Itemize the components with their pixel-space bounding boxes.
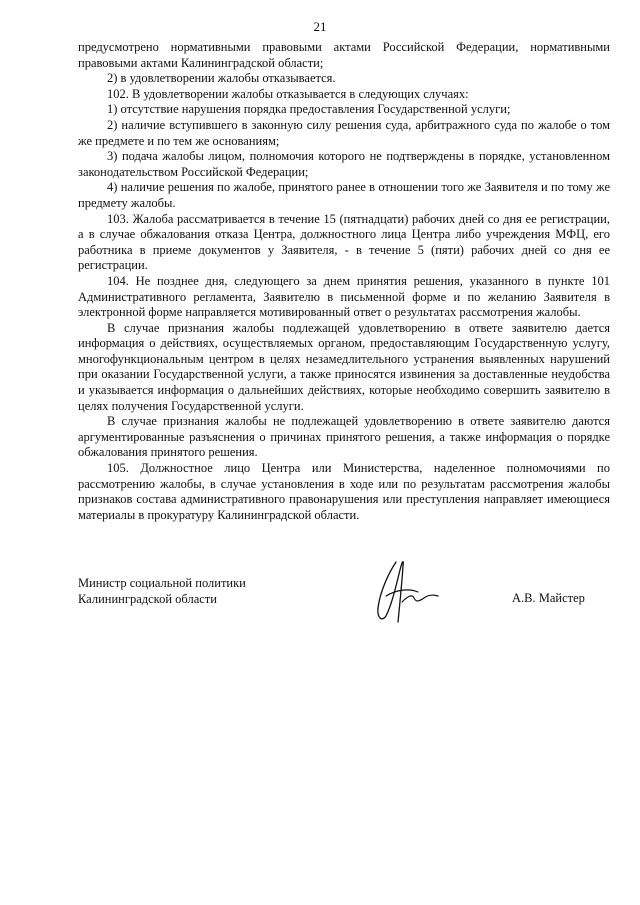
paragraph: В случае признания жалобы подлежащей удовлетворению в ответе заявителю дается информация о действиях, осуществляемых органом, предоставляющим Государственную услугу, многофункциональным центром в целях незамедлительного устранения выявленных нарушений при оказании Государственной услуги, а также приносятся извинения за доставленные неудобства и указывается информация о дальнейших действиях, которые необходимо совершить заявителю в целях получения Государственной услуги. [78,320,610,413]
paragraph: 103. Жалоба рассматривается в течение 15 (пятнадцати) рабочих дней со дня ее регистрации, а в случае обжалования отказа Центра, должностного лица Центра либо учреждения МФЦ, его работника в приеме документов у Заявителя, - в течение 5 (пяти) рабочих дней со дня ее регистрации. [78,211,610,273]
paragraph: предусмотрено нормативными правовыми актами Российской Федерации, нормативными правовыми актами Калининградской области; [78,40,610,70]
paragraph: 2) наличие вступившего в законную силу решения суда, арбитражного суда по жалобе о том же предмете и по тем же основаниям; [78,117,610,148]
paragraph: 105. Должностное лицо Центра или Министерства, наделенное полномочиями по рассмотрению жалобы, в случае установления в ходе или по результатам рассмотрения жалобы признаков состава административного правонарушения или преступления направляет имеющиеся материалы в прокуратуру Калининградской области. [78,461,610,522]
paragraph: 1) отсутствие нарушения порядка предоставления Государственной услуги; [107,102,511,117]
paragraph: В случае признания жалобы не подлежащей удовлетворению в ответе заявителю даются аргументированные разъяснения о причинах принятого решения, а также информация о порядке обжалования принятого решения. [78,414,610,460]
paragraph: 102. В удовлетворении жалобы отказывается в следующих случаях: [107,86,469,101]
signatory-position [78,576,246,607]
document-body [78,40,610,523]
signatory-position-line: Министр социальной политики [78,576,246,590]
paragraph: 104. Не позднее дня, следующего за днем принятия решения, указанного в пункте 101 Административного регламента, Заявителю в письменной форме и по желанию Заявителя в электронной форме направляется мотивированный ответ о результатах рассмотрения жалобы. [78,273,610,320]
paragraph: 2) в удовлетворении жалобы отказывается. [107,71,336,86]
signatory-position-line: Калининградской области [78,591,217,606]
handwritten-signature [366,552,446,628]
signatory-name: А.В. Майстер [512,591,585,605]
paragraph: 3) подача жалобы лицом, полномочия которого не подтверждены в порядке, установленном законодательством Российской Федерации; [78,149,610,179]
paragraph: 4) наличие решения по жалобе, принятого ранее в отношении того же Заявителя и по тому же предмету жалобы. [78,180,610,210]
page-number: 21 [313,19,327,34]
